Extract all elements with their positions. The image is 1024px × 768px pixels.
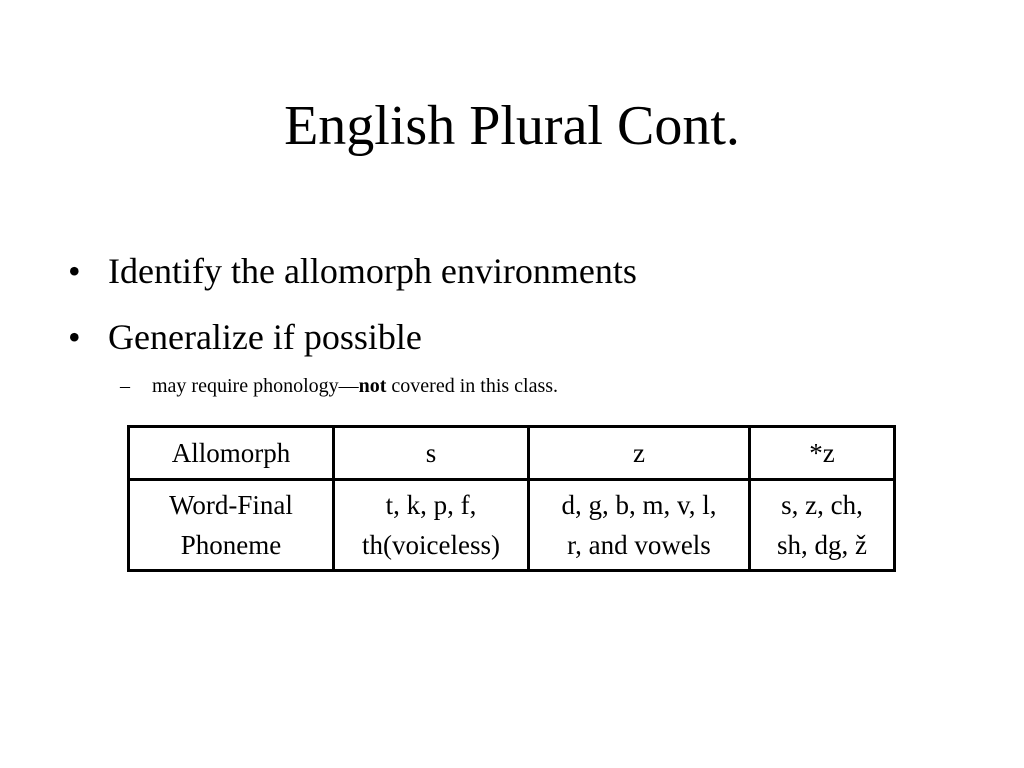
bullet-list	[68, 246, 968, 378]
table-header-row	[129, 427, 895, 480]
cell-line: sh, dg, ž	[777, 530, 867, 560]
cell-line: t, k, p, f,	[385, 490, 477, 520]
cell-line: s, z, ch,	[781, 490, 863, 520]
cell-line: Word-Final	[169, 490, 293, 520]
header-cell-star-z: *z	[750, 427, 895, 480]
bullet-item-generalize	[68, 312, 968, 362]
row-label-cell	[129, 480, 334, 571]
header-cell-allomorph: Allomorph	[129, 427, 334, 480]
bullet-text: Identify the allomorph environments	[108, 251, 637, 291]
table-cell-star-z	[750, 480, 895, 571]
bullet-text: Generalize if possible	[108, 317, 422, 357]
allomorph-table	[127, 425, 896, 572]
bullet-item-identify	[68, 246, 968, 296]
sub-bullet	[120, 372, 558, 400]
cell-line: r, and vowels	[567, 530, 711, 560]
table-cell-s	[334, 480, 529, 571]
dash-icon: –	[120, 375, 130, 397]
bullet-icon: •	[68, 251, 81, 291]
sub-bullet-text-after: covered in this class.	[386, 375, 559, 397]
sub-bullet-text-before: may require phonology—	[152, 375, 359, 397]
cell-line: th(voiceless)	[362, 530, 500, 560]
cell-line: Phoneme	[180, 530, 282, 560]
header-cell-s: s	[334, 427, 529, 480]
table-cell-z	[529, 480, 750, 571]
table-row	[129, 480, 895, 571]
header-cell-z: z	[529, 427, 750, 480]
sub-bullet-emphasis: not	[358, 375, 387, 397]
cell-line: d, g, b, m, v, l,	[561, 490, 717, 520]
bullet-icon: •	[68, 317, 81, 357]
slide-title: English Plural Cont.	[284, 95, 740, 157]
